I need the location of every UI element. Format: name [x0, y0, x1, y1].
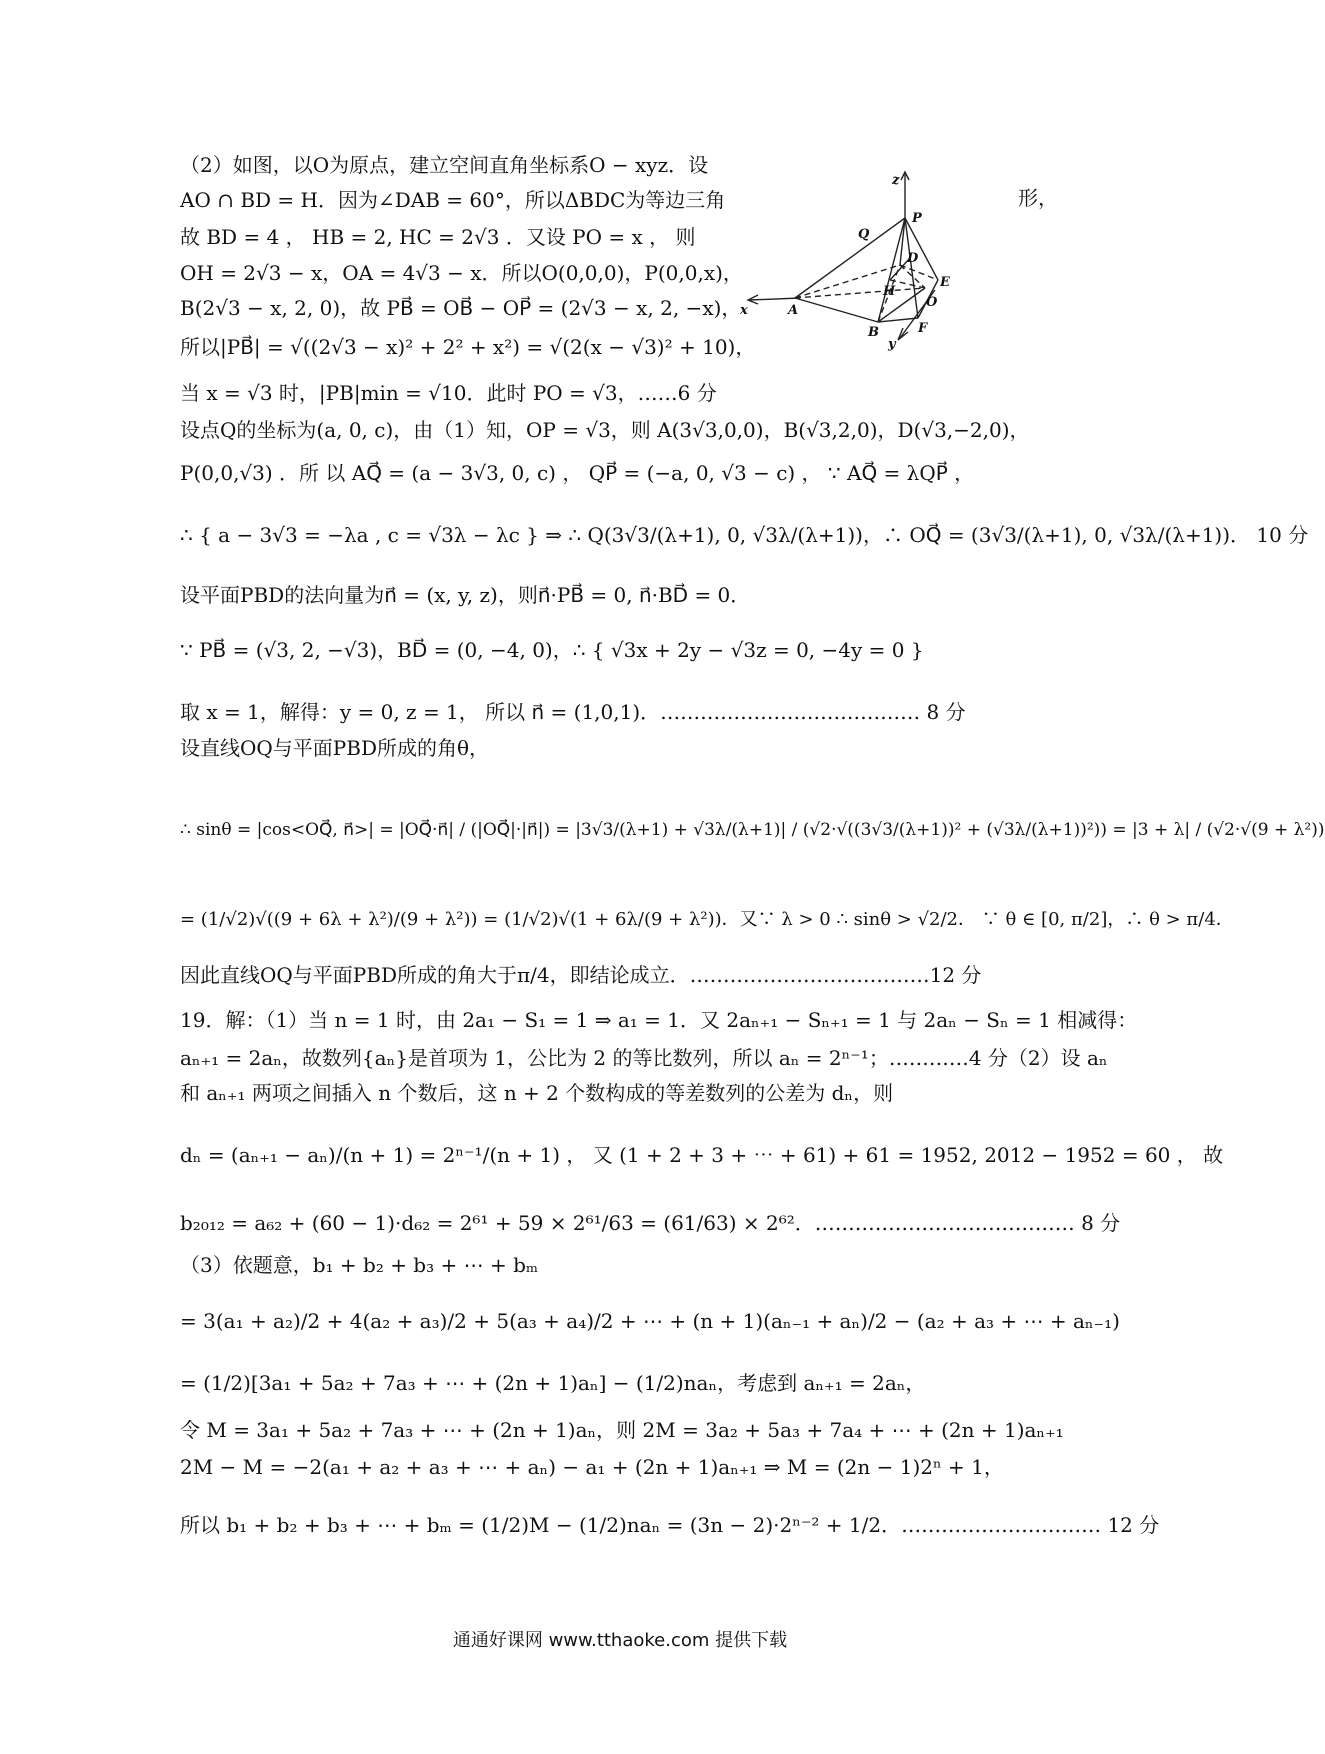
label-e: E	[940, 275, 950, 290]
text-line: 所以|PB⃗| = √((2√3 − x)² + 2² + x²) = √(2(x − √3)² + 10)，	[180, 335, 756, 359]
text-line: 和 aₙ₊₁ 两项之间插入 n 个数后，这 n + 2 个数构成的等差数列的公差为 dₙ，则	[180, 1081, 894, 1105]
text-line: OH = 2√3 − x，OA = 4√3 − x．所以O(0,0,0)，P(0,0,x)，	[180, 261, 743, 285]
text-line: 取 x = 1，解得：y = 0, z = 1， 所以 n⃗ = (1,0,1)．………………………………… 8 分	[180, 700, 966, 724]
label-h: H	[883, 284, 896, 299]
edge-pf	[905, 218, 918, 318]
text-line: 故 BD = 4 ， HB = 2, HC = 2√3 ．又设 PO = x ， 则	[180, 225, 696, 249]
label-p: P	[912, 211, 922, 226]
label-f: F	[918, 321, 928, 336]
label-o: O	[926, 295, 938, 310]
text-line: 令 M = 3a₁ + 5a₂ + 7a₃ + ⋯ + (2n + 1)aₙ，则 2M = 3a₂ + 5a₃ + 7a₄ + ⋯ + (2n + 1)aₙ₊₁	[180, 1418, 1064, 1442]
label-b: B	[868, 325, 879, 340]
edge-pe	[905, 218, 938, 280]
text-line: = 3(a₁ + a₂)/2 + 4(a₂ + a₃)/2 + 5(a₃ + a₄)/2 + ⋯ + (n + 1)(aₙ₋₁ + aₙ)/2 − (a₂ + a₃ + ⋯ + aₙ₋₁)	[180, 1309, 1120, 1333]
text-line: aₙ₊₁ = 2aₙ，故数列{aₙ}是首项为 1，公比为 2 的等比数列，所以 aₙ = 2ⁿ⁻¹；…………4 分（2）设 aₙ	[180, 1046, 1108, 1070]
text-line: 因此直线OQ与平面PBD所成的角大于π/4，即结论成立．………………………………12 分	[180, 963, 982, 987]
text-line: ∴ sinθ = |cos<OQ⃗, n⃗>| = |OQ⃗·n⃗| / (|OQ⃗|·|n⃗|) = |3√3/(λ+1) + √3λ/(λ+1)| / (√2·√((3√3/(λ+1))² + (√3λ/(λ+1))²)) = |3 + λ| / (√2·√(9 + λ²))	[180, 820, 1325, 840]
text-line: 设直线OQ与平面PBD所成的角θ，	[180, 736, 490, 760]
label-y: y	[888, 337, 896, 352]
label-a: A	[788, 303, 799, 318]
text-line: = (1/2)[3a₁ + 5a₂ + 7a₃ + ⋯ + (2n + 1)aₙ] − (1/2)naₙ，考虑到 aₙ₊₁ = 2aₙ，	[180, 1371, 926, 1395]
x-axis	[750, 298, 800, 300]
pyramid-figure	[740, 170, 1000, 370]
text-line: 设点Q的坐标为(a, 0, c)，由（1）知，OP = √3，则 A(3√3,0,0)，B(√3,2,0)，D(√3,−2,0)，	[180, 418, 1030, 442]
text-line: ∴ { a − 3√3 = −λa , c = √3λ − λc } ⇒ ∴ Q(3√3/(λ+1), 0, √3λ/(λ+1))，∴ OQ⃗ = (3√3/(λ+1), 0, √3λ/(λ+1))． 10 分	[180, 523, 1309, 547]
label-z: z	[892, 173, 900, 188]
label-d: D	[907, 251, 919, 266]
text-line: （2）如图，以O为原点，建立空间直角坐标系O − xyz．设	[180, 153, 709, 177]
label-q: Q	[858, 227, 870, 242]
text-line: P(0,0,√3) ．所 以 AQ⃗ = (a − 3√3, 0, c) ， QP⃗ = (−a, 0, √3 − c) ， ∵ AQ⃗ = λQP⃗ ，	[180, 461, 975, 485]
text-line: AO ∩ BD = H．因为∠DAB = 60°，所以ΔBDC为等边三角	[180, 188, 726, 212]
edge-ab	[795, 298, 878, 322]
text-line: b₂₀₁₂ = a₆₂ + (60 − 1)·d₆₂ = 2⁶¹ + 59 × 2⁶¹/63 = (61/63) × 2⁶²．………………………………… 8 分	[180, 1211, 1121, 1235]
footer-source: 通通好课网 www.tthaoke.com 提供下载	[452, 1630, 788, 1651]
text-line: B(2√3 − x, 2, 0)，故 PB⃗ = OB⃗ − OP⃗ = (2√3 − x, 2, −x)，	[180, 296, 742, 320]
text-line: 2M − M = −2(a₁ + a₂ + a₃ + ⋯ + aₙ) − a₁ + (2n + 1)aₙ₊₁ ⇒ M = (2n − 1)2ⁿ + 1，	[180, 1455, 1004, 1479]
text-line: 设平面PBD的法向量为n⃗ = (x, y, z)，则n⃗·PB⃗ = 0, n⃗·BD⃗ = 0．	[180, 583, 751, 607]
edge-ao	[795, 288, 925, 298]
text-line: 19．解：（1）当 n = 1 时，由 2a₁ − S₁ = 1 ⇒ a₁ = 1．又 2aₙ₊₁ − Sₙ₊₁ = 1 与 2aₙ − Sₙ = 1 相减得：	[180, 1008, 1138, 1032]
edge-de	[900, 265, 938, 280]
text-line: dₙ = (aₙ₊₁ − aₙ)/(n + 1) = 2ⁿ⁻¹/(n + 1) ， 又 (1 + 2 + 3 + ⋯ + 61) + 61 = 1952, 2012 − 1952 = 60 ， 故	[180, 1143, 1224, 1167]
text-line: 所以 b₁ + b₂ + b₃ + ⋯ + bₘ = (1/2)M − (1/2)naₙ = (3n − 2)·2ⁿ⁻² + 1/2．………………………… 12 分	[180, 1513, 1160, 1537]
label-x: x	[740, 303, 748, 318]
text-line: ∵ PB⃗ = (√3, 2, −√3)，BD⃗ = (0, −4, 0)，∴ { √3x + 2y − √3z = 0, −4y = 0 }	[180, 638, 924, 662]
text-line: 当 x = √3 时，|PB|min = √10．此时 PO = √3，……6 分	[180, 381, 717, 405]
text-line: = (1/√2)√((9 + 6λ + λ²)/(9 + λ²)) = (1/√2)√(1 + 6λ/(9 + λ²))．又∵ λ > 0 ∴ sinθ > √2/2． ∵ θ ∈ [0, π/2]，∴ θ > π/4．	[180, 909, 1234, 930]
text-line: （3）依题意，b₁ + b₂ + b₃ + ⋯ + bₘ	[180, 1253, 539, 1277]
wrapped-text-fragment: 形，	[1018, 186, 1058, 210]
